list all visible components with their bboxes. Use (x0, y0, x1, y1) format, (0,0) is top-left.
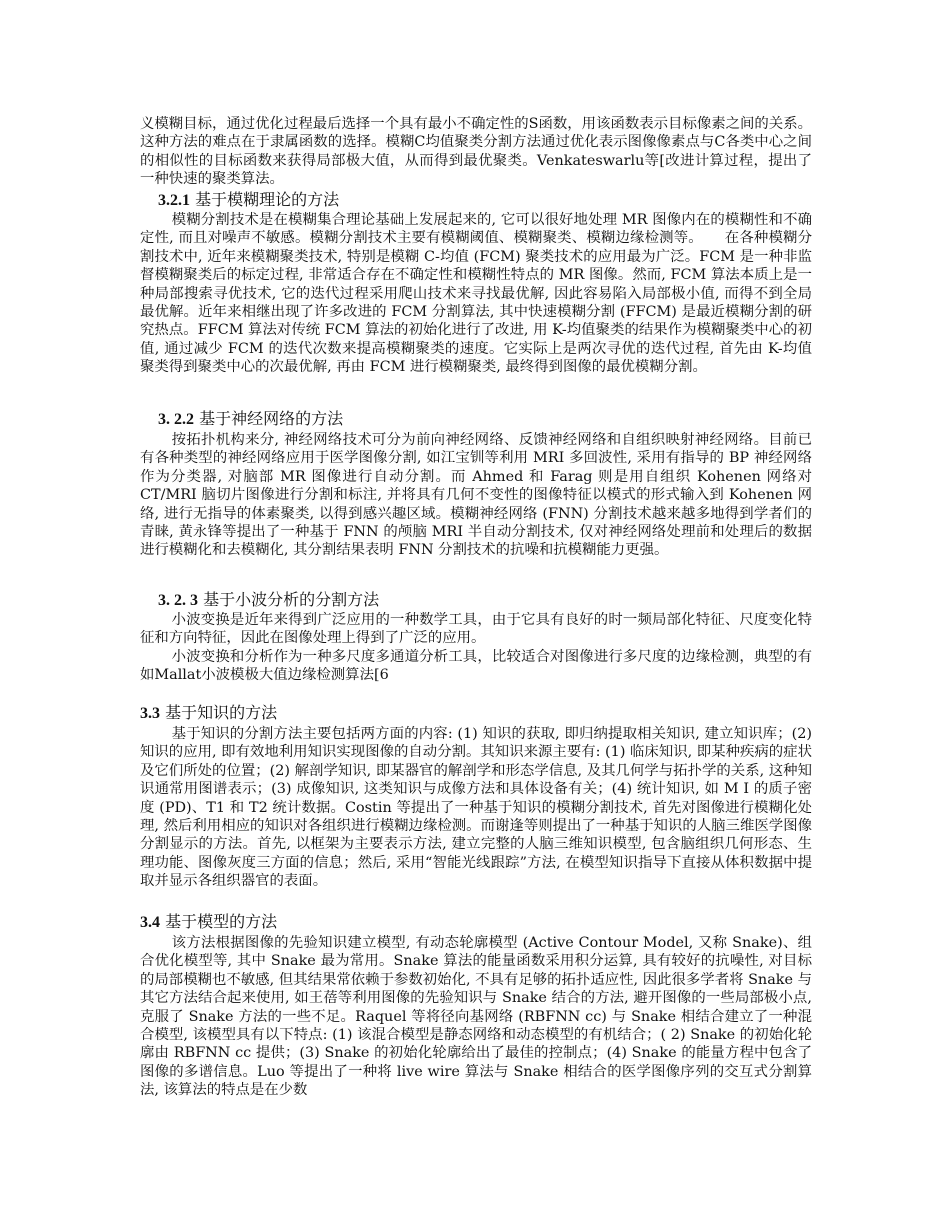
section-number: 3. 2. 3 (158, 592, 198, 609)
section-title: 基于小波分析的分割方法 (203, 590, 380, 609)
section-heading (140, 703, 812, 724)
section-number: 3. 2.2 (158, 411, 194, 428)
paragraph-neural-network (140, 431, 812, 560)
paragraph-text: 义模糊目标，通过优化过程最后选择一个具有最小不确定性的S函数，用该函数表示目标像素之间的关系。这种方法的难点在于隶属函数的选择。模糊C均值聚类分割方法通过优化表示图像像素点与C各类中心之间的相似性的目标函数来获得局部极大值，从而得到最优聚类。Venkateswarlu等[改进计算过程，提出了一种快速的聚类算法。 (140, 116, 812, 188)
heading-3-4 (140, 912, 812, 933)
heading-3-3 (140, 703, 812, 724)
heading-3-2-1 (140, 190, 812, 211)
section-title: 基于模型的方法 (165, 912, 278, 931)
heading-3-2-3 (140, 590, 812, 611)
paragraph-fuzzy-cmeans-intro (140, 115, 812, 189)
paragraph-text: 模糊分割技术是在模糊集合理论基础上发展起来的, 它可以很好地处理 MR 图像内在的模糊性和不确定性, 而且对噪声不敏感。模糊分割技术主要有模糊阈值、模糊聚类、模糊边缘检测等。 在各种模糊分割技术中, 近年来模糊聚类技术, 特别是模糊 C-均值 (FCM) 聚类技术的应用最为广泛。FCM 是一种非监督模糊聚类后的标定过程, 非常适合存在不确定性和模糊性特点的 MR 图像。然而, FCM 算法本质上是一种局部搜索寻优技术, 它的迭代过程采用爬山技术来寻找最优解, 因此容易陷入局部极小值, 而得不到全局最优解。近年来相继出现了许多改进的 FCM 分割算法, 其中快速模糊分割 (FFCM) 是最近模糊分割的研究热点。FFCM 算法对传统 FCM 算法的初始化进行了改进, 用 K-均值聚类的结果作为模糊聚类中心的初值, 通过减少 FCM 的迭代次数来提高模糊聚类的速度。它实际上是两次寻优的迭代过程, 首先由 K-均值聚类得到聚类中心的次最优解, 再由 FCM 进行模糊聚类, 最终得到图像的最优模糊分割。 (140, 212, 812, 376)
section-title: 基于神经网络的方法 (199, 409, 344, 428)
section-number: 3.2.1 (158, 192, 190, 209)
paragraph-text: 小波变换是近年来得到广泛应用的一种数学工具，由于它具有良好的时一频局部化特征、尺度变化特征和方向特征，因此在图像处理上得到了广泛的应用。 (140, 612, 812, 647)
heading-3-2-2 (140, 409, 812, 430)
paragraph-text: 小波变换和分析作为一种多尺度多通道分析工具，比较适合对图像进行多尺度的边缘检测，典型的有如Mallat小波模极大值边缘检测算法[6 (140, 649, 812, 684)
paragraph-model-based (140, 934, 812, 1100)
paragraph-wavelet-intro (140, 611, 812, 648)
section-title: 基于模糊理论的方法 (195, 190, 340, 209)
paragraph-text: 按拓扑机构来分, 神经网络技术可分为前向神经网络、反馈神经网络和自组织映射神经网络。目前已有各种类型的神经网络应用于医学图像分割, 如江宝钏等利用 MRI 多回波性, 采用有指导的 BP 神经网络作为分类器, 对脑部 MR 图像进行自动分割。而 Ahmed 和 Farag 则是用自组织 Kohenen 网络对 CT/MRI 脑切片图像进行分割和标注, 并将具有几何不变性的图像特征以模式的形式输入到 Kohenen 网络, 进行无指导的体素聚类, 以得到感兴趣区域。模糊神经网络 (FNN) 分割技术越来越多地得到学者们的青睐, 黄永锋等提出了一种基于 FNN 的颅脑 MRI 半自动分割技术, 仅对神经网络处理前和处理后的数据进行模糊化和去模糊化, 其分割结果表明 FNN 分割技术的抗噪和抗模糊能力更强。 (140, 432, 812, 559)
paragraph-text: 基于知识的分割方法主要包括两方面的内容: (1) 知识的获取, 即归纳提取相关知识, 建立知识库；(2) 知识的应用, 即有效地利用知识实现图像的自动分割。其知识来源主要有: (1) 临床知识, 即某种疾病的症状及它们所处的位置；(2) 解剖学知识, 即某器官的解剖学和形态学信息, 及其几何学与拓扑学的关系, 这种知识通常用图谱表示；(3) 成像知识, 这类知识与成像方法和具体设备有关；(4) 统计知识, 如 M I 的质子密度 (PD)、T1 和 T2 统计数据。Costin 等提出了一种基于知识的模糊分割技术, 首先对图像进行模糊化处理, 然后利用相应的知识对各组织进行模糊边缘检测。而谢逢等则提出了一种基于知识的人脑三维医学图像分割显示的方法。首先, 以框架为主要表示方法, 建立完整的人脑三维知识模型, 包含脑组织几何形态、生理功能、图像灰度三方面的信息；然后, 采用“智能光线跟踪”方法, 在模型知识指导下直接从体积数据中提取并显示各组织器官的表面。 (140, 726, 812, 890)
section-number: 3.3 (140, 705, 160, 722)
section-heading (140, 409, 812, 430)
paragraph-fuzzy-theory (140, 211, 812, 377)
paragraph-wavelet-edge (140, 648, 812, 685)
section-heading (140, 912, 812, 933)
paragraph-text: 该方法根据图像的先验知识建立模型, 有动态轮廓模型 (Active Contour Model, 又称 Snake)、组合优化模型等, 其中 Snake 最为常用。Snake 算法的能量函数采用积分运算, 具有较好的抗噪性, 对目标的局部模糊也不敏感, 但其结果常依赖于参数初始化, 不具有足够的拓扑适应性, 因此很多学者将 Snake 与其它方法结合起来使用, 如王蓓等利用图像的先验知识与 Snake 结合的方法, 避开图像的一些局部极小点, 克服了 Snake 方法的一些不足。Raquel 等将径向基网络 (RBFNN cc) 与 Snake 相结合建立了一种混合模型, 该模型具有以下特点: (1) 该混合模型是静态网络和动态模型的有机结合；( 2) Snake 的初始化轮廓由 RBFNN cc 提供；(3) Snake 的初始化轮廓给出了最佳的控制点；(4) Snake 的能量方程中包含了图像的多谱信息。Luo 等提出了一种将 live wire 算法与 Snake 相结合的医学图像序列的交互式分割算法, 该算法的特点是在少数 (140, 935, 812, 1099)
section-heading (140, 590, 812, 611)
paragraph-knowledge-based (140, 725, 812, 891)
section-heading (140, 190, 812, 211)
section-number: 3.4 (140, 914, 160, 931)
section-title: 基于知识的方法 (165, 703, 278, 722)
